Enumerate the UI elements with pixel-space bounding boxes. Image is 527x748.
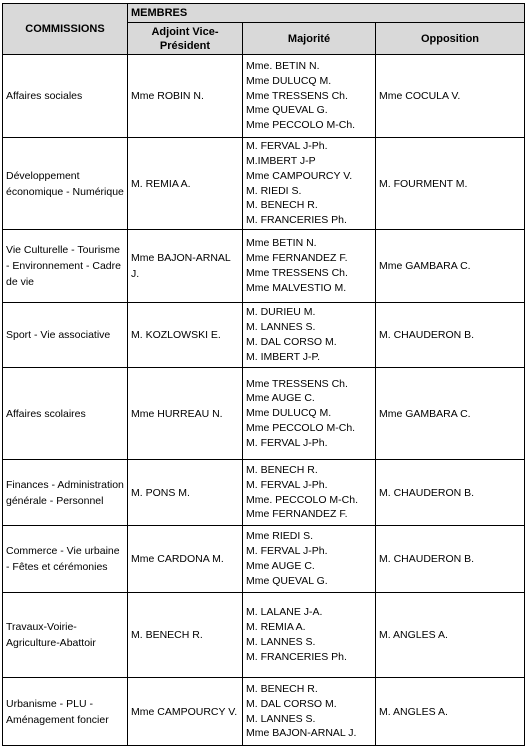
majorite-member: M. BENECH R.: [246, 463, 318, 476]
commission-name: Sport - Vie associative: [3, 303, 128, 368]
table-row: [3, 138, 525, 230]
majorite-member: Mme. BETIN N.: [246, 60, 320, 72]
table-row: [3, 303, 525, 368]
adjoint-cell: Mme BAJON-ARNAL J.: [128, 230, 243, 303]
majorite-member: M. DAL CORSO M.: [246, 697, 337, 710]
majorite-member: Mme QUEVAL G.: [246, 104, 328, 117]
majorite-member: M. FRANCERIES Ph.: [246, 214, 347, 227]
majorite-member: M. LANNES S.: [246, 712, 316, 725]
opposition-cell: Mme GAMBARA C.: [376, 368, 525, 460]
majorite-member: Mme FERNANDEZ F.: [246, 508, 348, 521]
majorite-member: M. LANNES S.: [246, 321, 316, 334]
majorite-member: M. LALANE J-A.: [246, 606, 323, 619]
majorite-cell: [243, 593, 376, 678]
majorite-member: Mme PECCOLO M-Ch.: [246, 119, 356, 132]
majorite-member: Mme RIEDI S.: [246, 530, 314, 543]
majorite-member: M. BENECH R.: [246, 682, 318, 695]
table-body: [3, 55, 525, 746]
majorite-member: M. FERVAL J-Ph.: [246, 545, 328, 558]
majorite-member: M.IMBERT J-P: [246, 154, 316, 167]
majorite-cell: [243, 138, 376, 230]
majorite-cell: [243, 368, 376, 460]
opposition-cell: M. CHAUDERON B.: [376, 526, 525, 593]
adjoint-cell: Mme CARDONA M.: [128, 526, 243, 593]
majorite-member: Mme TRESSENS Ch.: [246, 89, 348, 102]
header-adjoint: Adjoint Vice-Président: [128, 23, 243, 55]
majorite-member: M. REMIA A.: [246, 621, 306, 634]
majorite-member: Mme FERNANDEZ F.: [246, 252, 348, 265]
majorite-member: Mme AUGE C.: [246, 560, 315, 572]
commission-name: Affaires scolaires: [3, 368, 128, 460]
majorite-member: Mme AUGE C.: [246, 392, 315, 405]
majorite-member: M. DURIEU M.: [246, 306, 316, 319]
table-row: [3, 230, 525, 303]
majorite-member: Mme DULUCQ M.: [246, 74, 332, 87]
majorite-member: M. RIEDI S.: [246, 184, 302, 197]
commission-name: Finances - Administration générale - Personnel: [3, 460, 128, 526]
majorite-member: M. FERVAL J-Ph.: [246, 478, 328, 491]
majorite-member: Mme QUEVAL G.: [246, 574, 328, 587]
commission-name: Travaux-Voirie-Agriculture-Abattoir: [3, 593, 128, 678]
majorite-member: Mme MALVESTIO M.: [246, 281, 347, 294]
adjoint-cell: Mme HURREAU N.: [128, 368, 243, 460]
adjoint-cell: M. PONS M.: [128, 460, 243, 526]
commission-name: Urbanisme - PLU - Aménagement foncier: [3, 678, 128, 746]
majorite-member: Mme BAJON-ARNAL J.: [246, 727, 357, 740]
header-opposition: Opposition: [376, 23, 525, 55]
commission-name: Développement économique - Numérique: [3, 138, 128, 230]
majorite-cell: [243, 230, 376, 303]
adjoint-cell: M. KOZLOWSKI E.: [128, 303, 243, 368]
adjoint-cell: M. REMIA A.: [128, 138, 243, 230]
majorite-member: M. FERVAL J-Ph.: [246, 436, 328, 449]
commission-name: Vie Culturelle - Tourisme - Environnement - Cadre de vie: [3, 230, 128, 303]
opposition-cell: M. ANGLES A.: [376, 593, 525, 678]
adjoint-cell: Mme CAMPOURCY V.: [128, 678, 243, 746]
opposition-cell: Mme GAMBARA C.: [376, 230, 525, 303]
majorite-member: M. DAL CORSO M.: [246, 336, 337, 348]
opposition-cell: M. ANGLES A.: [376, 678, 525, 746]
majorite-cell: [243, 526, 376, 593]
majorite-member: Mme BETIN N.: [246, 237, 317, 250]
opposition-cell: M. CHAUDERON B.: [376, 303, 525, 368]
adjoint-cell: M. BENECH R.: [128, 593, 243, 678]
majorite-member: M. FRANCERIES Ph.: [246, 650, 347, 663]
majorite-cell: [243, 678, 376, 746]
opposition-cell: M. CHAUDERON B.: [376, 460, 525, 526]
majorite-member: Mme TRESSENS Ch.: [246, 267, 348, 279]
majorite-member: Mme CAMPOURCY V.: [246, 169, 353, 182]
header-majorite: Majorité: [243, 23, 376, 55]
table-row: [3, 593, 525, 678]
majorite-member: Mme PECCOLO M-Ch.: [246, 421, 356, 434]
majorite-cell: [243, 303, 376, 368]
commissions-table: [2, 3, 525, 746]
table-row: [3, 526, 525, 593]
majorite-member: M. BENECH R.: [246, 199, 318, 212]
adjoint-cell: Mme ROBIN N.: [128, 55, 243, 138]
header-membres: MEMBRES: [128, 4, 525, 23]
commission-name: Commerce - Vie urbaine - Fêtes et cérémonies: [3, 526, 128, 593]
table-row: [3, 460, 525, 526]
table-row: [3, 678, 525, 746]
majorite-cell: [243, 55, 376, 138]
majorite-member: Mme DULUCQ M.: [246, 407, 332, 420]
table-row: [3, 368, 525, 460]
majorite-member: Mme TRESSENS Ch.: [246, 377, 348, 390]
header-commissions: COMMISSIONS: [3, 4, 128, 55]
commission-name: Affaires sociales: [3, 55, 128, 138]
majorite-member: M. IMBERT J-P.: [246, 350, 321, 363]
opposition-cell: M. FOURMENT M.: [376, 138, 525, 230]
majorite-member: Mme. PECCOLO M-Ch.: [246, 493, 359, 506]
majorite-member: M. FERVAL J-Ph.: [246, 140, 328, 153]
table-row: [3, 55, 525, 138]
majorite-cell: [243, 460, 376, 526]
opposition-cell: Mme COCULA V.: [376, 55, 525, 138]
majorite-member: M. LANNES S.: [246, 636, 316, 648]
